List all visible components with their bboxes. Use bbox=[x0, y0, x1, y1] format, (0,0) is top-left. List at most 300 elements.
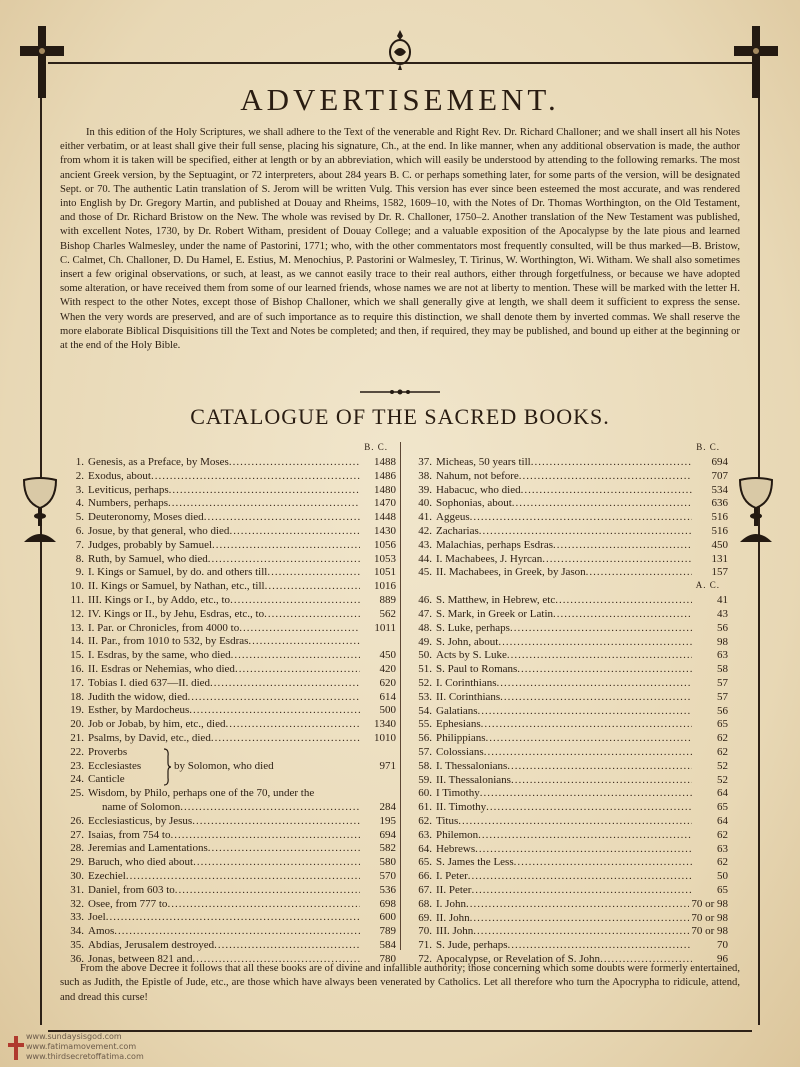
list-item bbox=[410, 760, 728, 774]
book-name: Hebrews bbox=[436, 842, 476, 855]
book-date: 600 bbox=[379, 911, 396, 924]
book-number: 43. bbox=[418, 538, 432, 551]
frame-bottom-rule bbox=[48, 1030, 752, 1032]
book-date: 1051 bbox=[374, 566, 396, 579]
book-name: Titus bbox=[436, 814, 459, 827]
list-item bbox=[62, 718, 396, 732]
book-name: II. Thessalonians bbox=[436, 773, 511, 786]
book-date: 780 bbox=[379, 952, 396, 965]
book-date: 450 bbox=[711, 538, 728, 551]
list-item bbox=[410, 553, 728, 567]
leader-dots bbox=[471, 884, 692, 898]
book-number: 4. bbox=[75, 497, 84, 510]
list-item bbox=[410, 649, 728, 663]
book-name: Psalms, by David, etc., died bbox=[88, 731, 211, 744]
leader-dots bbox=[208, 553, 360, 567]
book-name: Apocalypse, or Revelation of S. John bbox=[436, 952, 601, 965]
leader-dots bbox=[511, 774, 692, 788]
leader-dots bbox=[170, 829, 360, 843]
list-item bbox=[62, 553, 396, 567]
book-name: Jeremias and Lamentations bbox=[88, 842, 208, 855]
book-name: I. John bbox=[436, 897, 466, 910]
book-name: II. Par., from 1010 to 532, by Esdras bbox=[88, 635, 249, 648]
list-item bbox=[62, 829, 396, 843]
book-date: 62 bbox=[717, 745, 728, 758]
book-date: 70 bbox=[717, 939, 728, 952]
chalice-right-icon bbox=[734, 476, 778, 546]
list-item bbox=[62, 594, 396, 608]
book-name: II. Machabees, in Greek, by Jason bbox=[436, 566, 586, 579]
list-item bbox=[62, 566, 396, 580]
brace-group-solomon bbox=[62, 746, 396, 787]
book-number: 60. bbox=[418, 787, 432, 800]
book-date: 516 bbox=[711, 511, 728, 524]
list-item bbox=[410, 663, 728, 677]
book-list-left-a bbox=[62, 456, 396, 746]
book-number: 45. bbox=[418, 566, 432, 579]
book-name: Judith the widow, died bbox=[88, 690, 188, 703]
list-item bbox=[62, 732, 396, 746]
list-item bbox=[62, 704, 396, 718]
book-number: 37. bbox=[418, 456, 432, 468]
leader-dots bbox=[106, 911, 360, 925]
list-item bbox=[410, 718, 728, 732]
leader-dots bbox=[211, 732, 360, 746]
book-name: Esther, by Mardocheus bbox=[88, 704, 190, 717]
book-number: 41. bbox=[418, 511, 432, 524]
book-number: 12. bbox=[70, 607, 84, 620]
list-item bbox=[410, 484, 728, 498]
book-number: 7. bbox=[75, 538, 84, 551]
list-item bbox=[410, 912, 728, 926]
book-name: Genesis, as a Preface, by Moses bbox=[88, 456, 229, 468]
page-title: ADVERTISEMENT. bbox=[240, 82, 560, 117]
book-name: Philippians bbox=[436, 732, 486, 745]
book-name: III. John bbox=[436, 925, 474, 938]
list-item bbox=[62, 649, 396, 663]
book-date: 614 bbox=[379, 690, 396, 703]
book-number: 42. bbox=[418, 524, 432, 537]
leader-dots bbox=[235, 663, 360, 677]
book-date: 582 bbox=[379, 842, 396, 855]
book-date: 43 bbox=[717, 607, 728, 620]
book-number: 34. bbox=[70, 925, 84, 938]
list-item bbox=[410, 801, 728, 815]
leader-dots bbox=[208, 842, 360, 856]
list-item bbox=[410, 594, 728, 608]
list-item bbox=[62, 663, 396, 677]
book-name: Galatians bbox=[436, 704, 478, 717]
closing-paragraph: From the above Decree it follows that all these books are of divine and infallible authority; those concerning which some doubts were formerly entertained, such as Judith, the Epistle of Jude, etc., are those which have always been venerated by Catholics. Let all therefore who turn the Apocrypha to ridicule, attend, and dread this curse! bbox=[60, 963, 740, 1003]
list-item bbox=[62, 691, 396, 705]
book-number: 35. bbox=[70, 938, 84, 951]
era-label-bc: B. C. bbox=[364, 442, 388, 452]
book-date: 420 bbox=[379, 662, 396, 675]
book-name: Exodus, about bbox=[88, 469, 151, 482]
book-number: 29. bbox=[70, 856, 84, 869]
leader-dots bbox=[508, 939, 693, 953]
book-name: I. Thessalonians bbox=[436, 759, 508, 772]
book-number: 57. bbox=[418, 745, 432, 758]
book-date: 694 bbox=[379, 828, 396, 841]
list-item bbox=[410, 539, 728, 553]
list-item bbox=[410, 677, 728, 691]
book-name: Colossians bbox=[436, 745, 484, 758]
list-item bbox=[410, 856, 728, 870]
book-date: 70 or 98 bbox=[691, 925, 728, 938]
book-date: 534 bbox=[711, 483, 728, 496]
book-number: 46. bbox=[418, 594, 432, 607]
book-date: 70 or 98 bbox=[691, 897, 728, 910]
book-date: 698 bbox=[379, 897, 396, 910]
list-item bbox=[62, 456, 396, 470]
book-date: 516 bbox=[711, 524, 728, 537]
list-item bbox=[410, 843, 728, 857]
book-number: 1. bbox=[75, 456, 84, 468]
book-date: 584 bbox=[379, 938, 396, 951]
book-date: 450 bbox=[379, 649, 396, 662]
era-label-ac: A. C. bbox=[695, 580, 720, 591]
book-date: 62 bbox=[717, 732, 728, 745]
leader-dots bbox=[521, 484, 692, 498]
book-name: Ezechiel bbox=[88, 869, 126, 882]
list-item bbox=[410, 705, 728, 719]
list-item bbox=[62, 622, 396, 636]
list-item bbox=[62, 870, 396, 884]
book-name: Isaias, from 754 to bbox=[88, 828, 171, 841]
book-date: 62 bbox=[717, 856, 728, 869]
book-name: Acts by S. Luke bbox=[436, 649, 507, 662]
book-date: 620 bbox=[379, 676, 396, 689]
leader-dots bbox=[531, 456, 692, 470]
book-number: 21. bbox=[70, 731, 84, 744]
book-date: 580 bbox=[379, 856, 396, 869]
leader-dots bbox=[470, 511, 692, 525]
book-date: 157 bbox=[711, 566, 728, 579]
book-date: 1488 bbox=[374, 456, 396, 468]
book-number: 54. bbox=[418, 704, 432, 717]
book-date: 58 bbox=[717, 663, 728, 676]
book-date: 65 bbox=[717, 801, 728, 814]
list-item bbox=[410, 884, 728, 898]
book-date: 96 bbox=[717, 952, 728, 965]
list-item: 22. Proverbs bbox=[70, 745, 128, 758]
book-number: 26. bbox=[70, 814, 84, 827]
leader-dots bbox=[192, 815, 360, 829]
leader-dots bbox=[267, 566, 360, 580]
leader-dots bbox=[470, 912, 690, 926]
leader-dots bbox=[486, 732, 692, 746]
book-number: 20. bbox=[70, 718, 84, 731]
list-item bbox=[62, 898, 396, 912]
leader-dots bbox=[231, 649, 360, 663]
book-date: 694 bbox=[711, 456, 728, 468]
brace-year: 971 bbox=[379, 759, 396, 772]
list-item: name of Solomon ..... 284 bbox=[62, 801, 396, 815]
list-item bbox=[62, 856, 396, 870]
leader-dots bbox=[510, 622, 692, 636]
book-date: 889 bbox=[379, 593, 396, 606]
book-number: 61. bbox=[418, 801, 432, 814]
book-name: I Timothy bbox=[436, 787, 480, 800]
book-number: 64. bbox=[418, 842, 432, 855]
leader-dots bbox=[204, 511, 360, 525]
leader-dots bbox=[229, 456, 360, 470]
book-name: I. Kings or Samuel, by do. and others till bbox=[88, 566, 268, 579]
book-date: 64 bbox=[717, 787, 728, 800]
leader-dots bbox=[175, 884, 360, 898]
list-item bbox=[410, 622, 728, 636]
leader-dots bbox=[114, 925, 360, 939]
list-item bbox=[62, 635, 396, 649]
list-item bbox=[62, 497, 396, 511]
book-number: 36. bbox=[70, 952, 84, 965]
era-label-bc-right: B. C. bbox=[696, 442, 720, 452]
leader-dots bbox=[481, 718, 692, 732]
leader-dots bbox=[514, 856, 692, 870]
leader-dots bbox=[214, 939, 360, 953]
book-date: 65 bbox=[717, 718, 728, 731]
leader-dots bbox=[151, 470, 360, 484]
book-name: Deuteronomy, Moses died bbox=[88, 511, 204, 524]
leader-dots bbox=[212, 539, 360, 553]
book-date: 1056 bbox=[374, 538, 396, 551]
book-name: Amos bbox=[88, 925, 115, 938]
intro-paragraph: In this edition of the Holy Scriptures, we shall adhere to the Text of the venerable and Right Rev. Dr. Richard Challoner; and we shall insert all his Notes either verbatim, or at least shall give their full sense, placing his signature, Ch., at the end. In like manner, when any additional observation is made, the author from whom it is taken will be specified, either at length or by an abbreviation, which will easily be understood by attending to the following remarks. The most ancient Greek version, by the Septuagint, or 72 interpreters, about 284 years B. C. or perhaps something later, for some parts of the version, will be designated Sept. or 70. The authentic Latin translation of S. Jerom will be written Vulg. This version has ever since been esteemed the most accurate, and was rendered into English by Dr. Gregory Martin, and published at Douay and Rheims, 1582, 1609–10, with the Notes of Dr. Thomas Worthington, on the Old Testament, and those of Dr. Richard Bristow on the New. The whole was revised by Dr. R. Challoner, 1750–2. Another translation of the New Testament was published, with excellent Notes, 1730, by Dr. Robert Witham, president of Douay College; and a valuable exposition of the Apocalypse by the late pious and learned Bishop Charles Walmesley, under the name of Pastorini, 1771; who, with the other commentators most frequently consulted, will be thus marked—B. Bristow, C. Calmet, Ch. Challoner, D. Du Hamel, E. Estius, M. Menochius, P. Pastorini or Walmesley, T. Tirinus, W. Worthington, Wi. Witham. We shall also sometimes insert a few original observations, or such, at least, as we cannot easily trace to their real authors, either through forgetfulness, or because we have adopted some alteration, or have received them from some of our learned friends, whose names we are not at liberty to mention. These will be marked with the letter H. With respect to the other Notes, except those of Bishop Challoner, which we shall generally give at length, we shall deem it sufficient to express the sense. When the very words are preserved, and are of such importance as to require this distinction, we shall denote them by inverted commas. We shall reserve the more elaborate Biblical Disquisitions till the Text and Notes be completed; and then, if required, they may be published, and bound up either at the beginning or at the end of the Holy Bible. bbox=[60, 127, 740, 352]
book-number: 13. bbox=[70, 621, 84, 634]
book-date: 636 bbox=[711, 497, 728, 510]
book-name: II. Peter bbox=[436, 883, 472, 896]
book-name: Micheas, 50 years till bbox=[436, 456, 531, 468]
list-item bbox=[410, 497, 728, 511]
book-number: 59. bbox=[418, 773, 432, 786]
list-item bbox=[410, 525, 728, 539]
book-name: Ruth, by Samuel, who died bbox=[88, 552, 208, 565]
leader-dots bbox=[517, 663, 692, 677]
book-date: 1486 bbox=[374, 469, 396, 482]
leader-dots bbox=[553, 539, 692, 553]
list-item bbox=[410, 787, 728, 801]
list-item bbox=[62, 677, 396, 691]
list-item bbox=[62, 484, 396, 498]
book-name: Josue, by that general, who died bbox=[88, 524, 230, 537]
book-date: 500 bbox=[379, 704, 396, 717]
book-name: Tobias I. died 637—II. died bbox=[88, 676, 211, 689]
frame-right-rule bbox=[758, 70, 760, 1025]
book-date: 1448 bbox=[374, 511, 396, 524]
list-item bbox=[410, 815, 728, 829]
leader-dots bbox=[479, 525, 692, 539]
book-number: 47. bbox=[418, 607, 432, 620]
list-item bbox=[62, 925, 396, 939]
book-number: 5. bbox=[75, 511, 84, 524]
frame-left-rule bbox=[40, 70, 42, 1025]
list-item bbox=[62, 884, 396, 898]
leader-dots bbox=[225, 718, 360, 732]
divider-ornament-icon bbox=[360, 388, 440, 396]
book-number: 58. bbox=[418, 759, 432, 772]
book-date: 1011 bbox=[374, 621, 396, 634]
book-name: Judges, probably by Samuel bbox=[88, 538, 213, 551]
book-date: 131 bbox=[711, 552, 728, 565]
book-name: II. Esdras or Nehemias, who died bbox=[88, 662, 235, 675]
leader-dots bbox=[265, 580, 360, 594]
book-date: 64 bbox=[717, 814, 728, 827]
list-item: 24. Canticle bbox=[70, 773, 125, 786]
book-number: 68. bbox=[418, 897, 432, 910]
leader-dots bbox=[264, 608, 360, 622]
leader-dots bbox=[484, 746, 692, 760]
book-number: 49. bbox=[418, 635, 432, 648]
book-number: 16. bbox=[70, 662, 84, 675]
book-list-left-b bbox=[62, 815, 396, 967]
book-number: 51. bbox=[418, 663, 432, 676]
book-number: 70. bbox=[418, 925, 432, 938]
book-number: 62. bbox=[418, 814, 432, 827]
list-item bbox=[62, 539, 396, 553]
book-number: 9. bbox=[75, 566, 84, 579]
book-number: 31. bbox=[70, 883, 84, 896]
leader-dots bbox=[473, 925, 689, 939]
book-number: 30. bbox=[70, 869, 84, 882]
brace-shared-text: by Solomon, who died bbox=[174, 759, 274, 772]
leader-dots bbox=[188, 691, 361, 705]
book-date: 1016 bbox=[374, 580, 396, 593]
list-item bbox=[410, 732, 728, 746]
book-date: 57 bbox=[717, 676, 728, 689]
book-name: Jonas, between 821 and bbox=[88, 952, 193, 965]
book-date: 41 bbox=[717, 594, 728, 607]
leader-dots bbox=[586, 566, 692, 580]
book-date: 63 bbox=[717, 842, 728, 855]
leader-dots bbox=[500, 691, 692, 705]
list-item bbox=[62, 939, 396, 953]
book-number: 33. bbox=[70, 911, 84, 924]
book-date: 1470 bbox=[374, 497, 396, 510]
catalogue-left-column bbox=[62, 442, 396, 966]
book-name: S. John, about bbox=[436, 635, 499, 648]
list-item bbox=[410, 511, 728, 525]
book-date: 562 bbox=[379, 607, 396, 620]
list-item bbox=[410, 691, 728, 705]
leader-dots bbox=[248, 635, 360, 649]
list-item bbox=[62, 470, 396, 484]
credit-links bbox=[26, 1032, 144, 1062]
book-date: 56 bbox=[717, 621, 728, 634]
leader-dots bbox=[486, 801, 692, 815]
book-date: 63 bbox=[717, 649, 728, 662]
leader-dots bbox=[512, 497, 692, 511]
book-name: I. Machabees, J. Hyrcan bbox=[436, 552, 543, 565]
book-date: 195 bbox=[379, 814, 396, 827]
book-name: Philemon bbox=[436, 828, 479, 841]
book-date: 52 bbox=[717, 773, 728, 786]
list-item bbox=[62, 580, 396, 594]
book-name: Aggeus bbox=[436, 511, 470, 524]
leader-dots bbox=[239, 622, 360, 636]
book-number: 63. bbox=[418, 828, 432, 841]
book-name: I. Peter bbox=[436, 870, 468, 883]
book-name: Sophonias, about bbox=[436, 497, 512, 510]
leader-dots bbox=[498, 636, 692, 650]
credit-link[interactable]: www.fatimamovement.com bbox=[26, 1042, 137, 1051]
book-date: 65 bbox=[717, 883, 728, 896]
book-name: Abdias, Jerusalem destroyed bbox=[88, 938, 215, 951]
book-date: 536 bbox=[379, 883, 396, 896]
book-name: Joel bbox=[88, 911, 106, 924]
chalice-left-icon bbox=[18, 476, 62, 546]
book-name: III. Kings or I., by Addo, etc., to bbox=[88, 593, 231, 606]
book-name: Job or Jobab, by him, etc., died bbox=[88, 718, 226, 731]
book-number: 53. bbox=[418, 690, 432, 703]
book-number: 56. bbox=[418, 732, 432, 745]
book-date: 62 bbox=[717, 828, 728, 841]
leader-dots bbox=[507, 760, 692, 774]
book-number: 69. bbox=[418, 911, 432, 924]
book-name: I. Esdras, by the same, who died bbox=[88, 649, 231, 662]
list-item bbox=[62, 511, 396, 525]
book-name: S. Luke, perhaps bbox=[436, 621, 510, 634]
leader-dots bbox=[555, 594, 692, 608]
book-date: 1430 bbox=[374, 524, 396, 537]
book-number: 40. bbox=[418, 497, 432, 510]
list-item: 25. Wisdom, by Philo, perhaps one of the 70, under the bbox=[70, 787, 315, 800]
leader-dots bbox=[519, 470, 692, 484]
credit-link[interactable]: www.sundaysisgod.com bbox=[26, 1032, 122, 1041]
leader-dots bbox=[193, 856, 360, 870]
book-name: S. Jude, perhaps bbox=[436, 939, 508, 952]
leader-dots bbox=[478, 705, 692, 719]
book-number: 3. bbox=[75, 483, 84, 496]
book-name: II. John bbox=[436, 911, 470, 924]
credit-cross-icon bbox=[8, 1036, 24, 1060]
book-number: 72. bbox=[418, 952, 432, 965]
book-name: S. Matthew, in Hebrew, etc bbox=[436, 594, 556, 607]
list-item bbox=[410, 939, 728, 953]
credit-link[interactable]: www.thirdsecretoffatima.com bbox=[26, 1052, 144, 1061]
book-name: II. Kings or Samuel, by Nathan, etc., till bbox=[88, 580, 265, 593]
book-date: 1480 bbox=[374, 483, 396, 496]
book-name: S. James the Less bbox=[436, 856, 514, 869]
list-item bbox=[410, 870, 728, 884]
book-number: 67. bbox=[418, 883, 432, 896]
book-name: Numbers, perhaps bbox=[88, 497, 169, 510]
book-number: 66. bbox=[418, 870, 432, 883]
list-item bbox=[410, 456, 728, 470]
book-name: I. Par. or Chronicles, from 4000 to bbox=[88, 621, 240, 634]
book-date: 789 bbox=[379, 925, 396, 938]
list-item bbox=[410, 636, 728, 650]
leader-dots bbox=[230, 594, 360, 608]
book-name: Osee, from 777 to bbox=[88, 897, 168, 910]
book-date: 707 bbox=[711, 469, 728, 482]
list-item bbox=[410, 829, 728, 843]
book-number: 17. bbox=[70, 676, 84, 689]
list-item bbox=[410, 898, 728, 912]
leader-dots bbox=[189, 704, 360, 718]
leader-dots bbox=[480, 787, 692, 801]
book-number: 71. bbox=[418, 939, 432, 952]
book-number: 8. bbox=[75, 552, 84, 565]
leader-dots bbox=[475, 843, 692, 857]
book-number: 38. bbox=[418, 469, 432, 482]
book-date: 570 bbox=[379, 869, 396, 882]
catalogue-title: CATALOGUE OF THE SACRED BOOKS. bbox=[190, 404, 610, 429]
list-item bbox=[410, 925, 728, 939]
book-number: 65. bbox=[418, 856, 432, 869]
book-name: Malachias, perhaps Esdras bbox=[436, 538, 553, 551]
book-number: 18. bbox=[70, 690, 84, 703]
